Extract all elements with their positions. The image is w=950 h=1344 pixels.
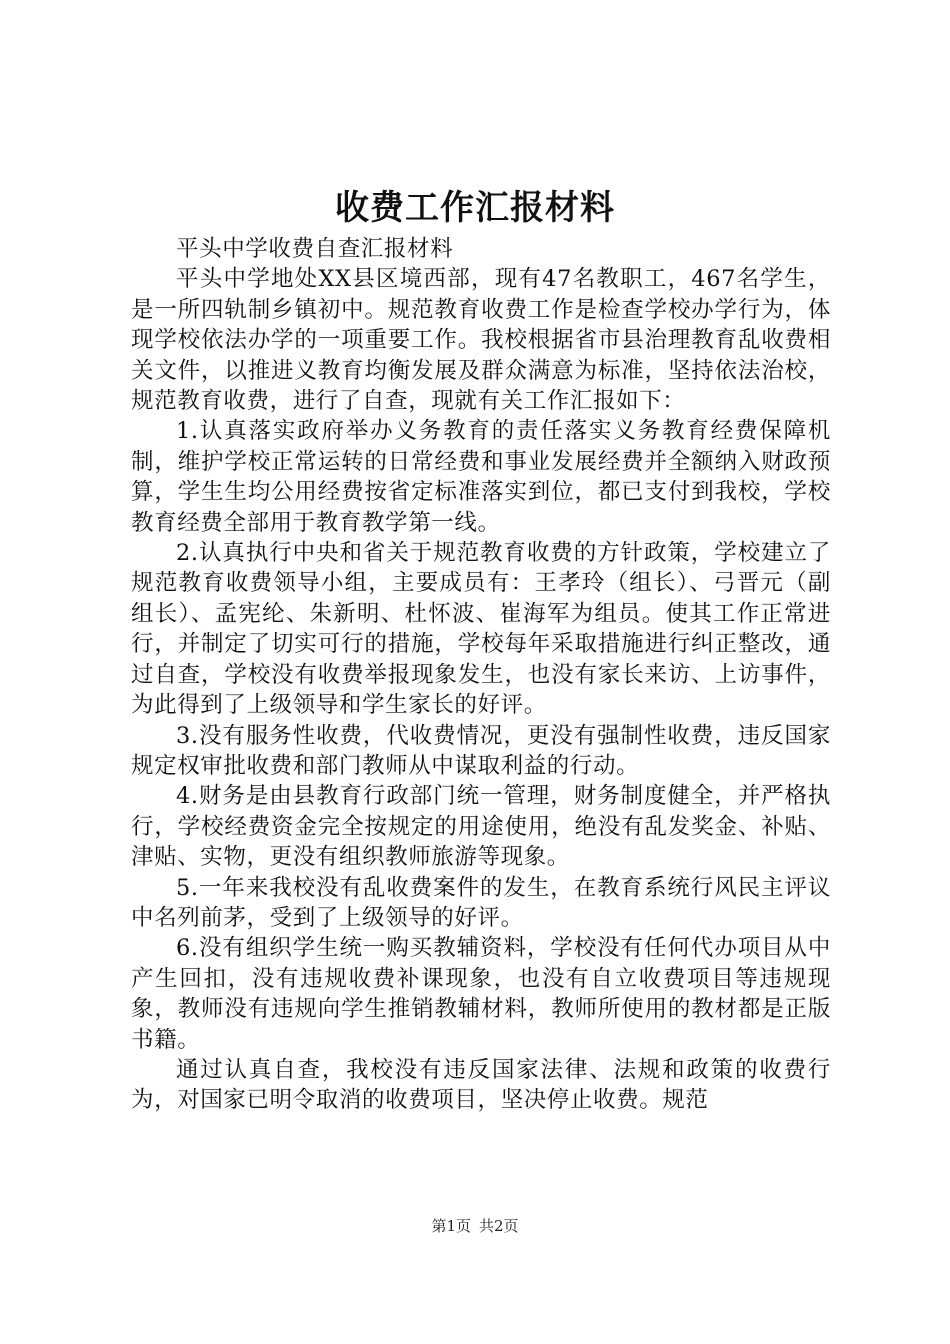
document-title: 收费工作汇报材料	[335, 188, 615, 228]
page-number: 第1页	[431, 1217, 471, 1235]
paragraph-item-1: 1.认真落实政府举办义务教育的责任落实义务教育经费保障机制，维护学校正常运转的日常经费和事业发展经费并全额纳入财政预算，学生生均公用经费按省定标准落实到位，都已支付到我校，学校教育经费全部用于教育教学第一线。	[131, 418, 831, 536]
paragraph-item-2: 2.认真执行中央和省关于规范教育收费的方针政策，学校建立了规范教育收费领导小组，主要成员有：王孝玲（组长）、弓晋元（副组长）、孟宪纶、朱新明、杜怀波、崔海军为组员。使其工作正常进行，并制定了切实可行的措施，学校每年采取措施进行纠正整改，通过自查，学校没有收费举报现象发生，也没有家长来访、上访事件，为此得到了上级领导和学生家长的好评。	[131, 540, 831, 719]
page-total: 共2页	[479, 1217, 519, 1235]
paragraph-conclusion: 通过认真自查，我校没有违反国家法律、法规和政策的收费行为，对国家已明令取消的收费项目，坚决停止收费。规范	[131, 1056, 831, 1114]
paragraph-intro: 平头中学地处XX县区境西部，现有47名教职工，467名学生，是一所四轨制乡镇初中。规范教育收费工作是检查学校办学行为，体现学校依法办学的一项重要工作。我校根据省市县治理教育乱收费相关文件，以推进义教育均衡发展及群众满意为标准，坚持依法治校，规范教育收费，进行了自查，现就有关工作汇报如下：	[131, 266, 831, 415]
paragraph-item-6: 6.没有组织学生统一购买教辅资料，学校没有任何代办项目从中产生回扣，没有违规收费补课现象，也没有自立收费项目等违规现象，教师没有违规向学生推销教辅材料，教师所使用的教材都是正版书籍。	[131, 935, 831, 1053]
document-body	[131, 234, 831, 1116]
paragraph-subtitle: 平头中学收费自查汇报材料	[176, 236, 454, 262]
paragraph-item-4: 4.财务是由县教育行政部门统一管理，财务制度健全，并严格执行，学校经费资金完全按规定的用途使用，绝没有乱发奖金、补贴、津贴、实物，更没有组织教师旅游等现象。	[131, 783, 831, 871]
paragraph-item-3: 3.没有服务性收费，代收费情况，更没有强制性收费，违反国家规定权审批收费和部门教师从中谋取利益的行动。	[131, 722, 831, 779]
page-footer	[0, 1216, 950, 1236]
paragraph-item-5: 5.一年来我校没有乱收费案件的发生，在教育系统行风民主评议中名列前茅，受到了上级领导的好评。	[131, 874, 831, 931]
